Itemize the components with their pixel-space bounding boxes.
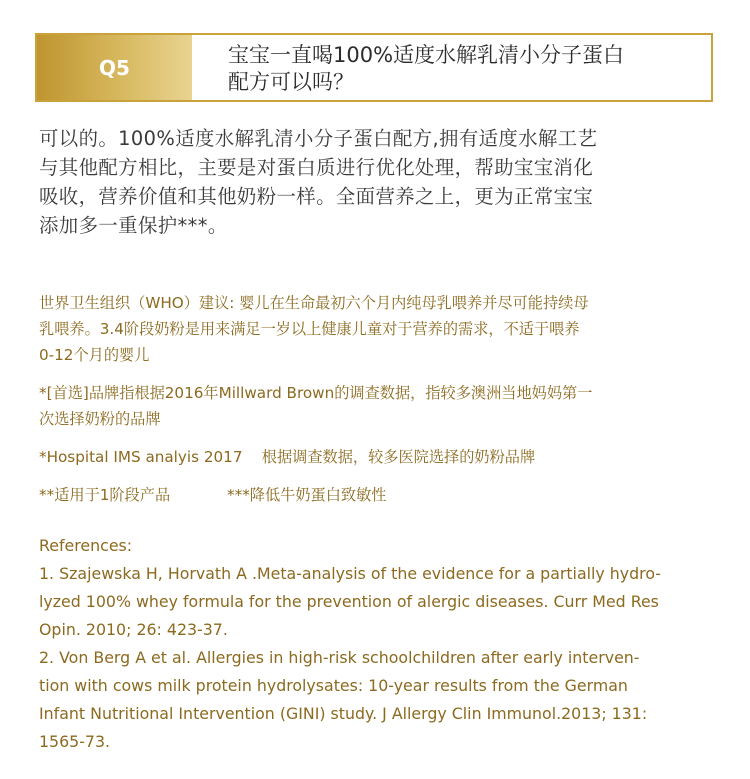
brand-note-line: 次选择奶粉的品牌 <box>39 410 161 428</box>
reference-line: 1565-73. <box>39 732 111 751</box>
question-line-2: 配方可以吗？ <box>228 70 354 94</box>
question-line-1: 宝宝一直喝100%适度水解乳清小分子蛋白 <box>228 43 625 67</box>
who-note <box>39 290 717 368</box>
who-note-line: 乳喂养。3.4阶段奶粉是用来满足一岁以上健康儿童对于营养的需求，不适于喂养 <box>39 320 580 338</box>
references-heading: References: <box>39 536 133 555</box>
reference-line: tion with cows milk protein hydrolysates: 10-year results from the German <box>39 676 628 695</box>
reference-line: 2. Von Berg A et al. Allergies in high-risk schoolchildren after early interven- <box>39 648 640 667</box>
question-text <box>192 35 711 100</box>
who-note-line: 世界卫生组织（WHO）建议: 婴儿在生命最初六个月内纯母乳喂养并尽可能持续母 <box>39 294 589 312</box>
answer-line: 吸收，营养价值和其他奶粉一样。全面营养之上，更为正常宝宝 <box>39 185 594 208</box>
answer-line: 与其他配方相比，主要是对蛋白质进行优化处理，帮助宝宝消化 <box>39 156 594 179</box>
references <box>39 532 719 756</box>
reference-line: Infant Nutritional Intervention (GINI) study. J Allergy Clin Immunol.2013; 131: <box>39 704 648 723</box>
stage-note: **适用于1阶段产品 <box>39 486 171 504</box>
stage-allergy-notes <box>39 482 717 508</box>
reference-line: lyzed 100% whey formula for the prevention of alergic diseases. Curr Med Res <box>39 592 659 611</box>
reference-line: 1. Szajewska H, Horvath A .Meta-analysis of the evidence for a partially hydro- <box>39 564 661 583</box>
who-note-line: 0-12个月的婴儿 <box>39 346 150 364</box>
answer-line: 可以的。100%适度水解乳清小分子蛋白配方,拥有适度水解工艺 <box>39 127 598 150</box>
answer-paragraph <box>39 124 714 240</box>
reference-line: Opin. 2010; 26: 423-37. <box>39 620 228 639</box>
allergy-note: ***降低牛奶蛋白致敏性 <box>227 486 387 504</box>
footnotes <box>39 290 717 520</box>
brand-note-line: *[首选]品牌指根据2016年Millward Brown的调查数据，指较多澳洲当地妈妈第一 <box>39 384 593 402</box>
question-header <box>35 33 713 102</box>
brand-note <box>39 380 717 432</box>
hospital-note: *Hospital IMS analyis 2017 根据调查数据，较多医院选择的奶粉品牌 <box>39 448 536 466</box>
answer-line: 添加多一重保护***。 <box>39 214 228 237</box>
question-number-badge: Q5 <box>37 35 192 100</box>
